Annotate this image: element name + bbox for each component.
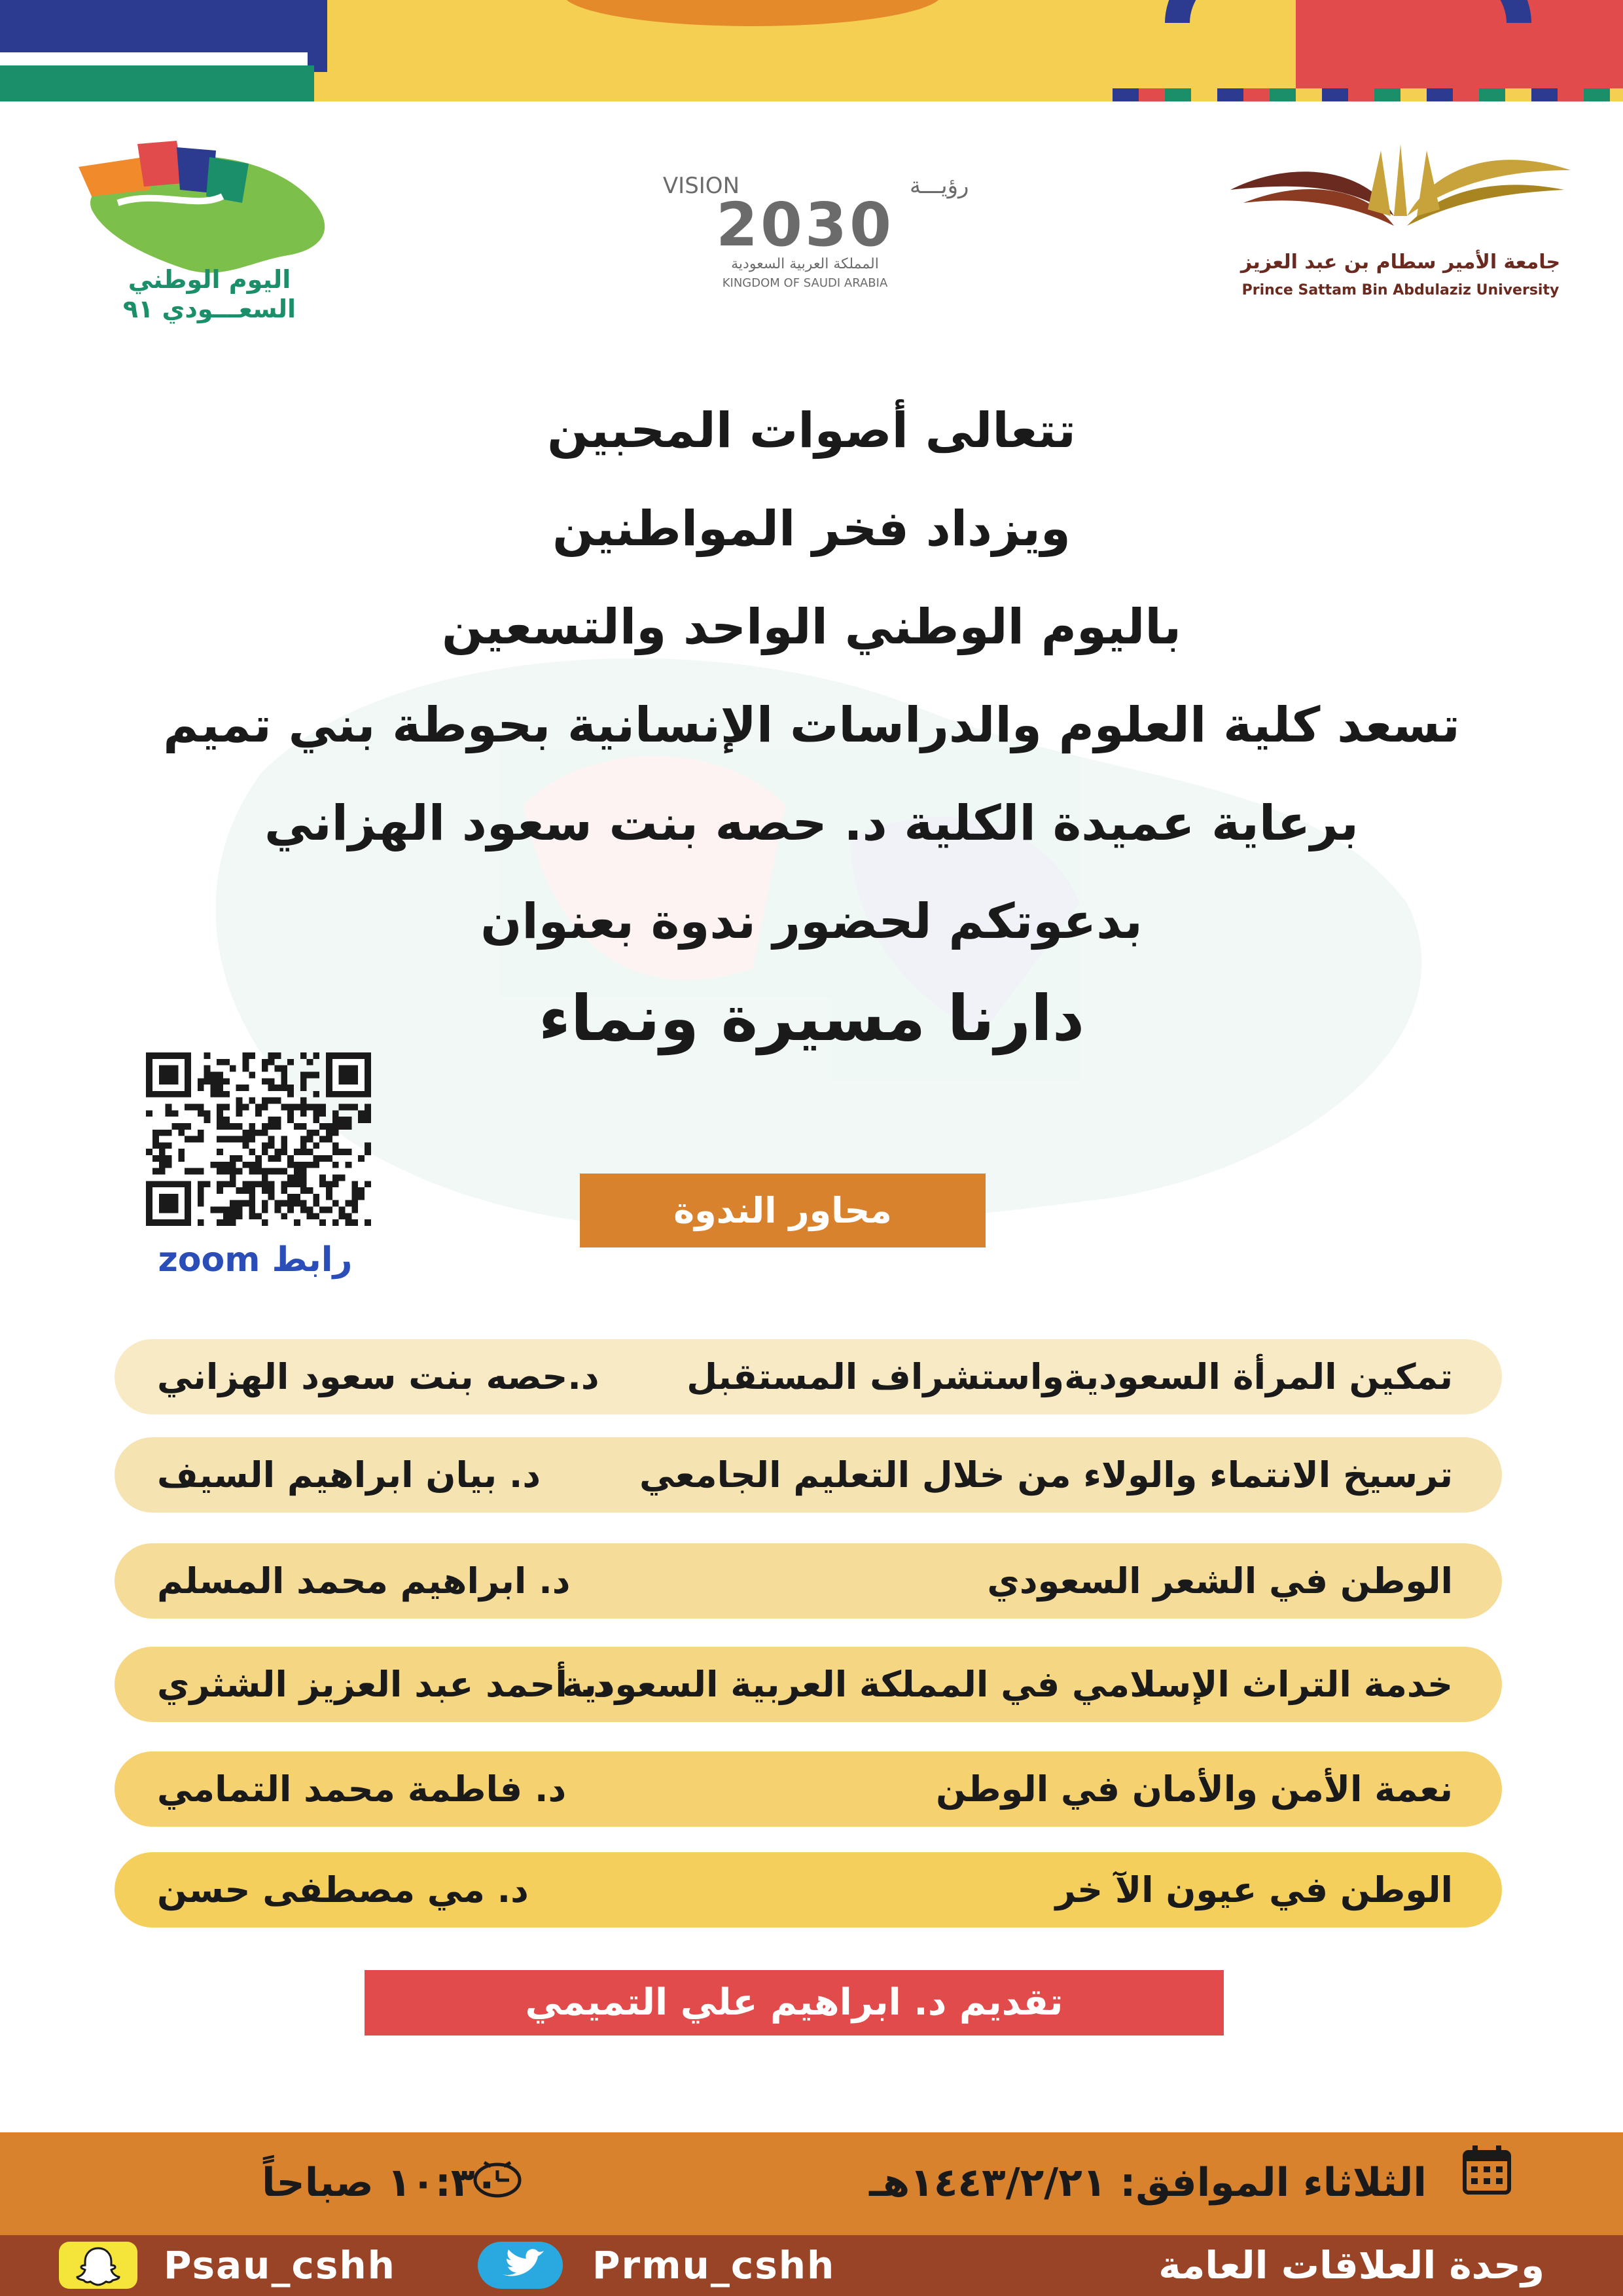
axis-speaker: د. بيان ابراهيم السيف (157, 1454, 541, 1496)
snapchat-icon[interactable] (59, 2242, 137, 2289)
vision-2030-logo (662, 164, 969, 295)
snapchat-handle[interactable]: Psau_cshh (164, 2243, 396, 2287)
band-white-stripe (0, 52, 308, 65)
qr-code[interactable] (144, 1052, 373, 1226)
axis-topic: خدمة التراث الإسلامي في المملكة العربية السعودية (562, 1664, 1453, 1705)
axis-topic: الوطن في عيون الآ خر (1055, 1869, 1453, 1910)
university-name-ar: جامعة الأمير سطام بن عبد العزيز (1240, 251, 1561, 274)
national-day-logo (52, 131, 366, 327)
vision-arabic-text: رؤيـــة (910, 173, 969, 199)
axis-row (115, 1437, 1502, 1513)
axis-row (115, 1543, 1502, 1619)
time-text: ١٠:٣٠ صباحاً (262, 2160, 499, 2206)
calendar-icon (1461, 2144, 1513, 2197)
axis-row (115, 1852, 1502, 1928)
vision-country-ar: المملكة العربية السعودية (731, 256, 879, 272)
axis-speaker: د. فاطمة محمد التمامي (157, 1768, 567, 1810)
zoom-link-label[interactable]: رابط zoom (158, 1240, 353, 1280)
twitter-icon[interactable] (478, 2242, 563, 2289)
seminar-axes-label: محاور الندوة (580, 1174, 986, 1247)
axis-topic: نعمة الأمن والأمان في الوطن (936, 1768, 1453, 1810)
presenter-banner: تقديم د. ابراهيم علي التميمي (365, 1970, 1224, 2036)
vision-latin-text: VISION (662, 173, 740, 199)
axis-topic: الوطن في الشعر السعودي (987, 1560, 1453, 1602)
intro-line-6: بدعوتكم لحضور ندوة بعنوان (480, 893, 1143, 950)
axis-row (115, 1751, 1502, 1827)
band-orange-shape (563, 0, 942, 26)
axis-topic: ترسيخ الانتماء والولاء من خلال التعليم الجامعي (639, 1454, 1453, 1496)
axis-speaker: د. أحمد عبد العزيز الشثري (157, 1664, 611, 1705)
intro-line-5: برعاية عميدة الكلية د. حصه بنت سعود الهزاني (264, 795, 1359, 852)
axis-row (115, 1339, 1502, 1414)
seminar-title: دارنا مسيرة ونماء (538, 982, 1085, 1055)
band-stripes (1113, 88, 1623, 101)
twitter-handle[interactable]: Prmu_cshh (592, 2243, 836, 2287)
axis-speaker: د. مي مصطفى حسن (157, 1869, 529, 1910)
national-day-text-1: اليوم الوطني (128, 265, 291, 294)
top-decorative-band (0, 0, 1623, 101)
band-green-shape (0, 65, 314, 101)
vision-country-en: KINGDOM OF SAUDI ARABIA (722, 276, 888, 290)
intro-line-3: باليوم الوطني الواحد والتسعين (441, 599, 1182, 655)
axis-speaker: د.حصه بنت سعود الهزاني (157, 1356, 599, 1397)
axis-row (115, 1647, 1502, 1722)
intro-line-2: ويزداد فخر المواطنين (552, 501, 1071, 557)
department-name: وحدة العلاقات العامة (1158, 2243, 1544, 2287)
vision-year-text: 2030 (715, 190, 895, 260)
axis-topic: تمكين المرأة السعوديةواستشراف المستقبل (687, 1356, 1453, 1397)
date-text: الثلاثاء الموافق: ١٤٤٣/٢/٢١هـ (869, 2160, 1427, 2206)
university-logo (1217, 131, 1584, 314)
axis-speaker: د. ابراهيم محمد المسلم (157, 1560, 571, 1602)
university-name-en: Prince Sattam Bin Abdulaziz University (1241, 282, 1560, 298)
intro-line-4: تسعد كلية العلوم والدراسات الإنسانية بحوطة بني تميم (163, 697, 1460, 753)
national-day-text-2: السعـــودي ٩١ (122, 295, 296, 323)
intro-line-1: تتعالى أصوات المحبين (547, 403, 1076, 459)
